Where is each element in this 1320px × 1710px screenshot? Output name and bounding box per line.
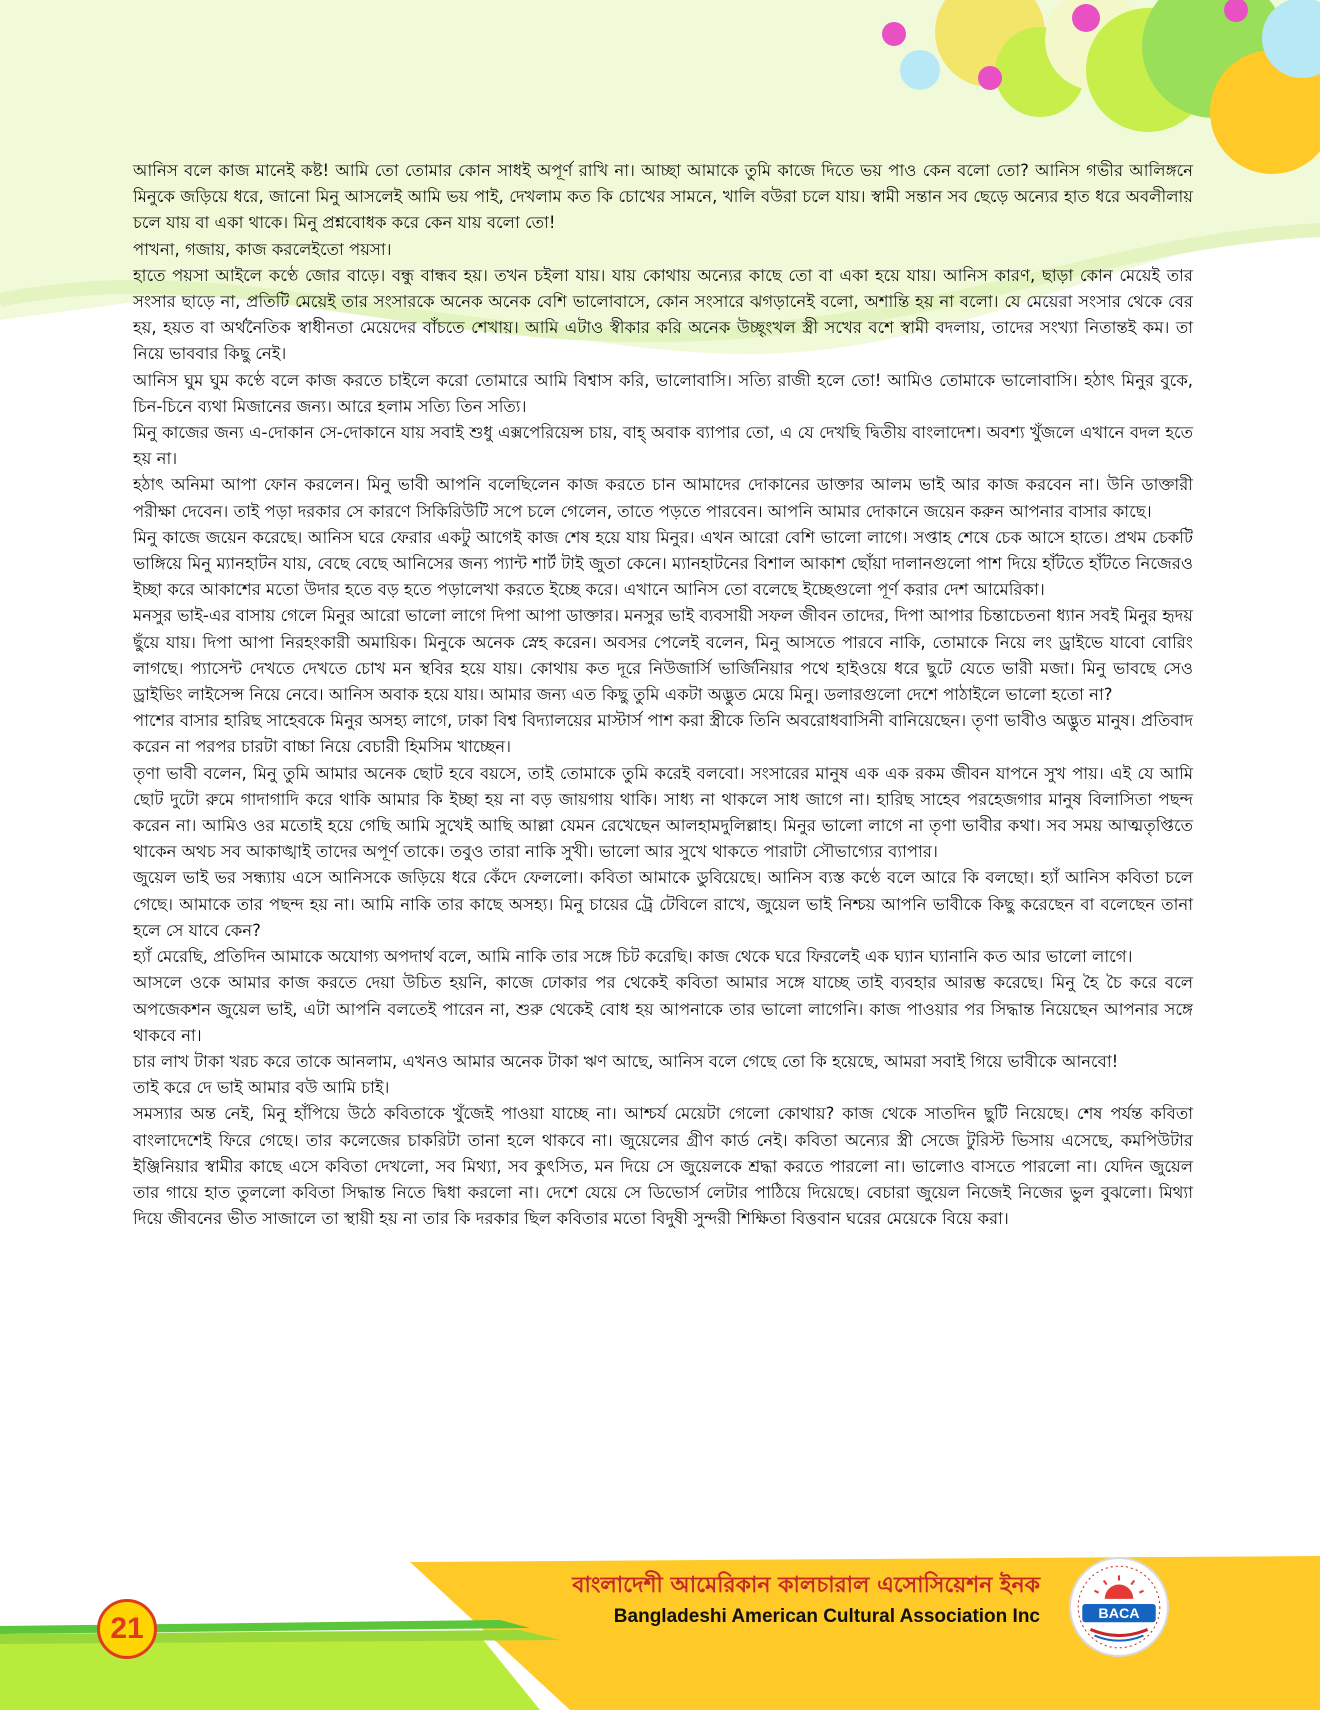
paragraph: মিনু কাজের জন্য এ-দোকান সে-দোকানে যায় সবাই শুধু এক্সপেরিয়েন্স চায়, বাহ্ অবাক ব্যাপার তো, এ যে দেখছি দ্বিতীয় বাংলাদেশ। অবশ্য খুঁজলে এখানে বদল হতে হয় না। bbox=[133, 423, 1193, 469]
logo-text: BACA bbox=[1098, 1606, 1140, 1623]
paragraph: সমস্যার অন্ত নেই, মিনু হাঁপিয়ে উঠে কবিতাকে খুঁজেই পাওয়া যাচ্ছে না। আশ্চর্য মেয়েটা গেলো কোথায়? কাজ থেকে সাতদিন ছুটি নিয়েছে। শেষ পর্যন্ত কবিতা বাংলাদেশেই ফিরে গেছে। তার কলেজের চাকরিটা তানা হলে থাকবে না। জুয়েলের গ্রীণ কার্ড নেই। কবিতা অন্যের স্ত্রী সেজে টুরিস্ট ভিসায় এসেছে, কমপিউটার ইঞ্জিনিয়ার স্বামীর কাছে এসে কবিতা দেখলো, সব মিথ্যা, সব কুৎসিত, মন দিয়ে সে জুয়েলকে শ্রদ্ধা করতে পারলো না। ভালোও বাসতে পারলো না। যেদিন জুয়েল তার গায়ে হাত তুললো কবিতা সিদ্ধান্ত নিতে দ্বিধা করলো না। দেশে যেয়ে সে ডিভোর্স লেটার পাঠিয়ে দিয়েছে। বেচারা জুয়েল নিজেই নিজের ভুল বুঝলো। মিথ্যা দিয়ে জীবনের ভীত সাজালে তা স্থায়ী হয় না তার কি দরকার ছিল কবিতার মতো বিদুষী সুন্দরী শিক্ষিতা বিত্তবান ঘরের মেয়েকে বিয়ে করা। bbox=[133, 1104, 1193, 1229]
paragraph: আনিস ঘুম ঘুম কণ্ঠে বলে কাজ করতে চাইলে করো তোমারে আমি বিশ্বাস করি, ভালোবাসি। সত্যি রাজী হলে তো! আমিও তোমাকে ভালোবাসি। হঠাৎ মিনুর বুকে, চিন-চিনে ব্যথা মিজানের জন্য। আরে হলাম সত্যি তিন সত্যি। bbox=[133, 370, 1193, 416]
organization-name-bengali: বাংলাদেশী আমেরিকান কালচারাল এসোসিয়েশন ইনক bbox=[572, 1573, 1040, 1598]
paragraph: পাখনা, গজায়, কাজ করলেইতো পয়সা। bbox=[133, 239, 392, 259]
paragraph: মিনু কাজে জয়েন করেছে। আনিস ঘরে ফেরার একটু আগেই কাজ শেষ হয়ে যায় মিনুর। এখন আরো বেশি ভালো লাগে। সপ্তাহ শেষে চেক আসে হাতে। প্রথম চেকটি ভাঙ্গিয়ে মিনু ম্যানহাটন যায়, বেছে বেছে আনিসের জন্য প্যান্ট শার্ট টাই জুতা কেনে। ম্যানহাটনের বিশাল আকাশ ছোঁয়া দালানগুলো পাশ দিয়ে হাঁটতে হাঁটতে নিজেরও ইচ্ছা করে আকাশের মতো উদার হতে বড় হতে পড়ালেখা করতে ইচ্ছে করে। এখানে আনিস তো বলেছে ইচ্ছেগুলো পূর্ণ করার দেশ আমেরিকা। bbox=[133, 527, 1193, 600]
paragraph: মনসুর ভাই-এর বাসায় গেলে মিনুর আরো ভালো লাগে দিপা আপা ডাক্তার। মনসুর ভাই ব্যবসায়ী সফল জীবন তাদের, দিপা আপার চিন্তাচেতনা ধ্যান সবই মিনুর হৃদয় ছুঁয়ে যায়। দিপা আপা নিরহংকারী অমায়িক। মিনুকে অনেক স্নেহ করেন। অবসর পেলেই বলেন, মিনু আসতে পারবে নাকি, তোমাকে নিয়ে লং ড্রাইভে যাবো বোরিং লাগছে। প্যাসেন্ট দেখতে দেখতে চোখ মন স্থবির হয়ে যায়। কোথায় কত দূরে নিউজার্সি ভার্জিনিয়ার পথে হাইওয়ে ধরে ছুটে যেতে ভারী মজা। মিনু ভাবছে সেও ড্রাইভিং লাইসেন্স নিয়ে নেবে। আনিস অবাক হয়ে যায়। আমার জন্য এত কিছু তুমি একটা অদ্ভুত মেয়ে মিনু। ডলারগুলো দেশে পাঠাইলে ভালো হতো না? bbox=[133, 606, 1193, 705]
page-number: 21 bbox=[97, 1599, 157, 1659]
paragraph: জুয়েল ভাই ভর সন্ধ্যায় এসে আনিসকে জড়িয়ে ধরে কেঁদে ফেললো। কবিতা আমাকে ডুবিয়েছে। আনিস ব্যস্ত কণ্ঠে বলে আরে কি বলছো। হ্যাঁ আনিস কবিতা চলে গেছে। আমাকে তার পছন্দ হয় না। আমি নাকি তার কাছে অসহ্য। মিনু চায়ের ট্রে টেবিলে রাখে, জুয়েল ভাই নিশ্চয় আপনি ভাবীকে কিছু করেছেন বা বলেছেন তানা হলে সে যাবে কেন? bbox=[133, 868, 1193, 940]
paragraph: হাতে পয়সা আইলে কণ্ঠে জোর বাড়ে। বন্ধু বান্ধব হয়। তখন চইলা যায়। যায় কোথায় অন্যের কাছে তো বা একা হয়ে যায়। আনিস কারণ, ছাড়া কোন মেয়েই তার সংসার ছাড়ে না, প্রতিটি মেয়েই তার সংসারকে অনেক অনেক বেশি ভালোবাসে, কোন সংসারে ঝগড়ানেই বলো, অশান্তি হয় না বলো। যে মেয়েরা সংসার থেকে বের হয়, হয়ত বা অর্থনৈতিক স্বাধীনতা মেয়েদের বাঁচতে শেখায়। আমি এটাও স্বীকার করি অনেক উচ্ছৃংখল স্ত্রী সখের বশে স্বামী বদলায়, তাদের সংখ্যা নিতান্তই কম। তা নিয়ে ভাববার কিছু নেই। bbox=[133, 265, 1193, 364]
paragraph: পাশের বাসার হারিছ সাহেবকে মিনুর অসহ্য লাগে, ঢাকা বিশ্ব বিদ্যালয়ের মাস্টার্স পাশ করা স্ত্রীকে তিনি অবরোধবাসিনী বানিয়েছেন। তৃণা ভাবীও অদ্ভুত মানুষ। প্রতিবাদ করেন না পরপর চারটা বাচ্চা নিয়ে বেচারী হিমসিম খাচ্ছেন। bbox=[133, 711, 1193, 757]
article-body bbox=[133, 158, 1193, 1232]
organization-name-english: Bangladeshi American Cultural Association Inc bbox=[613, 1606, 1040, 1627]
paragraph: আসলে ওকে আমার কাজ করতে দেয়া উচিত হয়নি, কাজে ঢোকার পর থেকেই কবিতা আমার সঙ্গে যাচ্ছে তাই ব্যবহার আরম্ভ করেছে। মিনু হৈ চৈ করে বলে অপজেকশন জুয়েল ভাই, এটা আপনি বলতেই পারেন না, শুরু থেকেই বোধ হয় আপনাকে তার ভালো লাগেনি। কাজ পাওয়ার পর সিদ্ধান্ত নিয়েছেন আপনার সঙ্গে থাকবে না। bbox=[133, 973, 1193, 1045]
baca-logo bbox=[1068, 1556, 1170, 1658]
paragraph: হঠাৎ অনিমা আপা ফোন করলেন। মিনু ভাবী আপনি বলেছিলেন কাজ করতে চান আমাদের দোকানের ডাক্তার আলম ভাই আর কাজ করবেন না। উনি ডাক্তারী পরীক্ষা দেবেন। তাই পড়া দরকার সে কারণে সিকিরিউটি সপে চলে গেলেন, তাতে পড়তে পারবেন। আপনি আমার দোকানে জয়েন করুন আপনার বাসার কাছে। bbox=[133, 475, 1193, 521]
paragraph: আনিস বলে কাজ মানেই কষ্ট! আমি তো তোমার কোন সাধই অপূর্ণ রাখি না। আচ্ছা আমাকে তুমি কাজে দিতে ভয় পাও কেন বলো তো? আনিস গভীর আলিঙ্গনে মিনুকে জড়িয়ে ধরে, জানো মিনু আসলেই আমি ভয় পাই, দেখলাম কত কি চোখের সামনে, খালি বউরা চলে যায়। স্বামী সন্তান সব ছেড়ে অন্যের হাত ধরে অবলীলায় চলে যায় বা একা থাকে। মিনু প্রশ্নবোধক করে কেন যায় বলো তো! bbox=[133, 161, 1193, 233]
paragraph: তাই করে দে ভাই আমার বউ আমি চাই। bbox=[133, 1078, 390, 1098]
paragraph: চার লাখ টাকা খরচ করে তাকে আনলাম, এখনও আমার অনেক টাকা ঋণ আছে, আনিস বলে গেছে তো কি হয়েছে, আমরা সবাই গিয়ে ভাবীকে আনবো! bbox=[133, 1051, 1119, 1071]
paragraph: তৃণা ভাবী বলেন, মিনু তুমি আমার অনেক ছোট হবে বয়সে, তাই তোমাকে তুমি করেই বলবো। সংসারের মানুষ এক এক রকম জীবন যাপনে সুখ পায়। এই যে আমি ছোট দুটো রুমে গাদাগাদি করে থাকি আমার কি ইচ্ছা হয় না বড় জায়গায় থাকি। সাধ্য না থাকলে সাধ জাগে না। হারিছ সাহেব পরহেজগার মানুষ বিলাসিতা পছন্দ করেন না। আমিও ওর মতোই হয়ে গেছি আমি সুখেই আছি আল্লা যেমন রেখেছেন আলহামদুলিল্লাহ। মিনুর ভালো লাগে না তৃণা ভাবীর কথা। সব সময় আত্মতৃপ্তিতে থাকেন অথচ সব আকাঙ্খাই তাদের অপূর্ণ তাকে। তবুও তারা নাকি সুখী। ভালো আর সুখে থাকতে পারাটা সৌভাগ্যের ব্যাপার। bbox=[133, 763, 1193, 862]
paragraph: হ্যাঁ মেরেছি, প্রতিদিন আমাকে অযোগ্য অপদার্থ বলে, আমি নাকি তার সঙ্গে চিট করেছি। কাজ থেকে ঘরে ফিরলেই এক ঘ্যান ঘ্যানানি কত আর ভালো লাগে। bbox=[133, 947, 1133, 967]
